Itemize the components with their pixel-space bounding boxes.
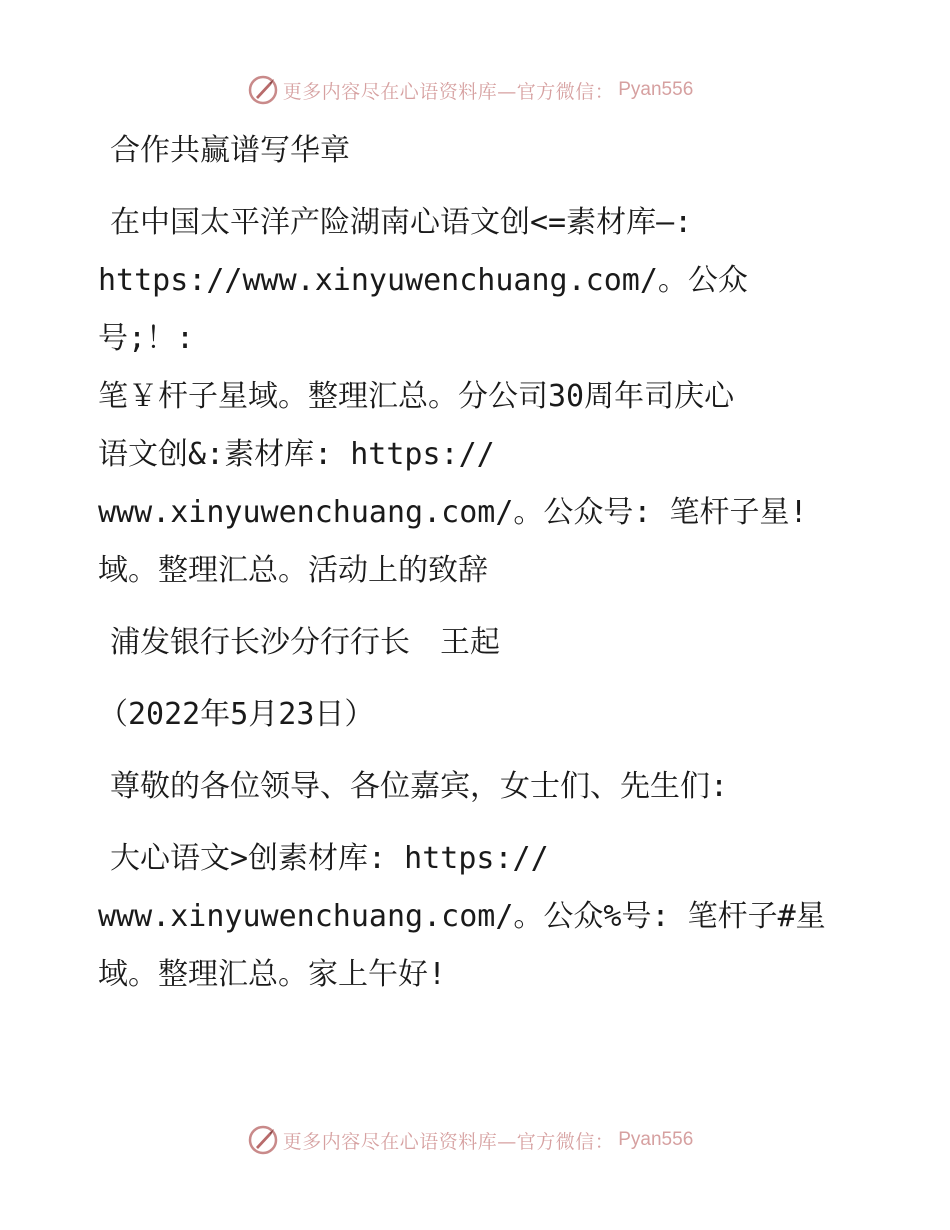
intro-line: https://www.xinyuwenchuang.com/。公众号;！: [98, 263, 748, 356]
closing-line: www.xinyuwenchuang.com/。公众%号: 笔杆子#星 [98, 899, 826, 934]
intro-paragraph [98, 194, 838, 600]
speaker-line: 浦发银行长沙分行行长 王起 [110, 625, 500, 660]
watermark-wechat-id: Pyan556 [618, 79, 694, 100]
closing-paragraph [98, 830, 838, 1004]
quill-pen-circle-logo-icon [247, 1124, 279, 1156]
intro-line: 域。整理汇总。活动上的致辞 [98, 553, 488, 588]
closing-line: 大心语文>创素材库: https:// [110, 841, 549, 876]
closing-line: 域。整理汇总。家上午好! [98, 957, 447, 992]
date-line: （2022年5月23日） [98, 697, 375, 732]
intro-line: 语文创&:素材库: https:// [98, 437, 495, 472]
watermark-text: 更多内容尽在心语资料库—官方微信： [282, 80, 615, 103]
document-body [98, 122, 838, 1004]
intro-line: www.xinyuwenchuang.com/。公众号: 笔杆子星! [98, 495, 808, 530]
intro-line: 在中国太平洋产险湖南心语文创<=素材库—: [110, 205, 693, 240]
header-watermark [0, 70, 950, 110]
quill-pen-circle-logo-icon [247, 74, 279, 106]
greeting-line: 尊敬的各位领导、各位嘉宾，女士们、先生们: [110, 769, 729, 804]
footer-watermark [0, 1120, 950, 1160]
watermark-wechat-id: Pyan556 [618, 1129, 694, 1150]
document-title: 合作共赢谱写华章 [110, 133, 350, 168]
intro-line: 笔￥杆子星域。整理汇总。分公司30周年司庆心 [98, 379, 735, 414]
watermark-text: 更多内容尽在心语资料库—官方微信： [282, 1130, 615, 1153]
